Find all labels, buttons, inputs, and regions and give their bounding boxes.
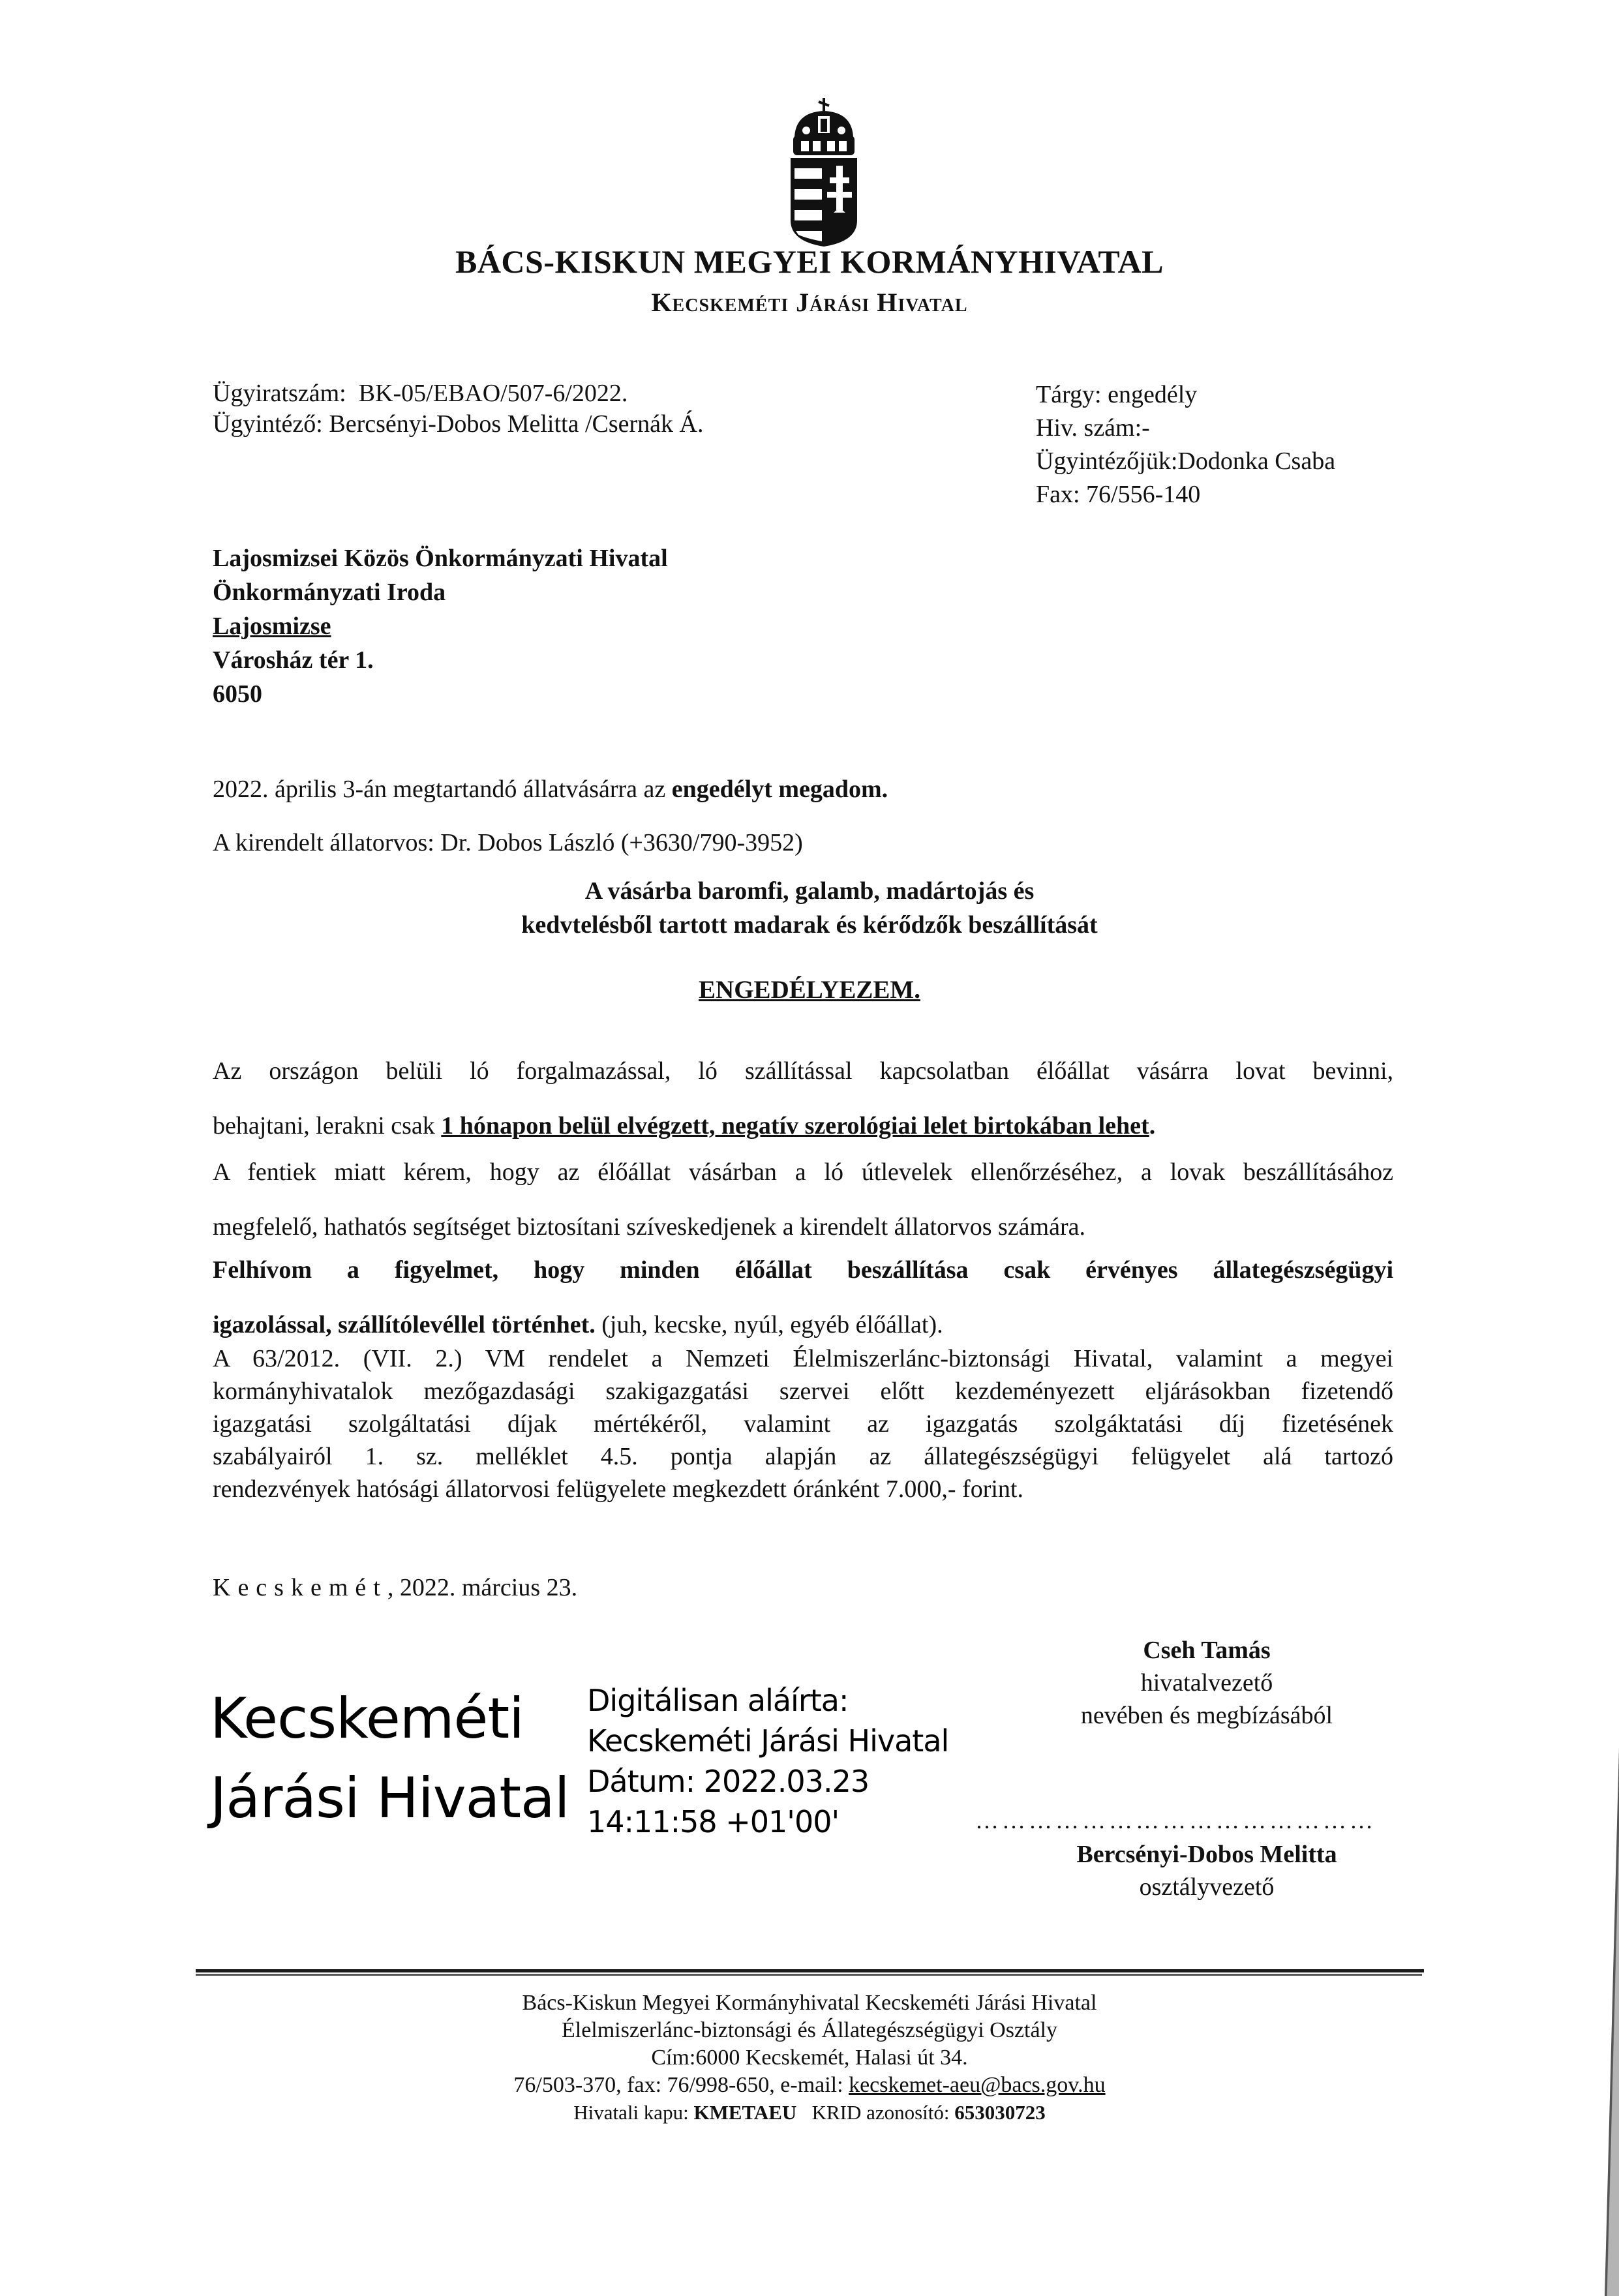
footer bbox=[0, 1989, 1619, 2126]
handler-label: Ügyintéző: bbox=[213, 410, 323, 438]
horse-condition: 1 hónapon belül elvégzett, negatív szerológiai lelet birtokában lehet bbox=[441, 1112, 1149, 1140]
law-line: kormányhivatalok mezőgazdasági szakigazgatási szervei előtt kezdeményezett eljárásokban fizetendő bbox=[213, 1378, 1393, 1405]
signatory2-title: osztályvezető bbox=[1139, 1873, 1275, 1901]
signatory-title: hivatalvezető bbox=[1140, 1669, 1273, 1697]
addressee-line1: Lajosmizsei Közös Önkormányzati Hivatal bbox=[213, 545, 668, 572]
signatory-on-behalf: nevében és megbízásából bbox=[1080, 1702, 1333, 1729]
law-line: A 63/2012. (VII. 2.) VM rendelet a Nemzeti Élelmiszerlánc-biztonsági Hivatal, valamint a megyei bbox=[213, 1345, 1393, 1372]
footer-ids bbox=[0, 2099, 1619, 2126]
signature-time: 14:11:58 +01'00' bbox=[587, 1804, 840, 1839]
scan-edge bbox=[1605, 1565, 1619, 2296]
footer-email-link[interactable]: kecskemet-aeu@bacs.gov.hu bbox=[849, 2073, 1106, 2097]
permit-statement bbox=[213, 775, 888, 804]
subject-block bbox=[1036, 378, 1335, 511]
horse-line2-end: . bbox=[1149, 1112, 1156, 1140]
date-line bbox=[213, 1573, 577, 1602]
signatory-name: Cseh Tamás bbox=[1143, 1637, 1271, 1664]
horse-line1: Az országon belüli ló forgalmazással, ló szállítással kapcsolatban élőállat vásárra lovat bevinni, bbox=[213, 1057, 1393, 1085]
signatory-block bbox=[978, 1634, 1435, 1732]
their-handler-line: Ügyintézőjük:Dodonka Csaba bbox=[1036, 447, 1336, 475]
permit-text: 2022. április 3-án megtartandó állatvásárra az bbox=[213, 776, 672, 803]
agency-name: BÁCS-KISKUN MEGYEI KORMÁNYHIVATAL bbox=[455, 243, 1164, 280]
krid-value: 653030723 bbox=[954, 2101, 1046, 2124]
addressee-zip: 6050 bbox=[213, 680, 262, 708]
warning-line1: Felhívom a figyelmet, hogy minden élőállat beszállítása csak érvényes állategészségügyi bbox=[213, 1256, 1393, 1284]
warning-line2-bold: igazolással, szállítólevéllel történhet. bbox=[213, 1311, 596, 1338]
reference-block bbox=[213, 378, 703, 440]
case-number-line bbox=[213, 378, 703, 409]
footer-divider bbox=[196, 1969, 1424, 1972]
signature-dotted-line: ……………………………………… bbox=[975, 1807, 1376, 1834]
approval-heading: ENGEDÉLYEZEM. bbox=[699, 976, 920, 1004]
signatory2-name: Bercsényi-Dobos Melitta bbox=[1076, 1841, 1337, 1868]
krid-label: KRID azonosító: bbox=[811, 2101, 955, 2124]
ref-number-line: Hiv. szám:- bbox=[1036, 414, 1150, 442]
law-line: igazgatási szolgáltatási díjak mértékéről, valamint az igazgatás szolgáktatási díj fizetésének bbox=[213, 1410, 1393, 1438]
addressee-city: Lajosmizse bbox=[213, 612, 331, 640]
handler-line bbox=[213, 409, 703, 440]
coat-of-arms-icon bbox=[781, 97, 866, 248]
date-value: , 2022. március 23. bbox=[387, 1574, 578, 1601]
signed-by-label: Digitálisan aláírta: bbox=[587, 1683, 849, 1718]
kapu-value: KMETAEU bbox=[693, 2101, 797, 2124]
footer-line2: Élelmiszerlánc-biztonsági és Állategészségügyi Osztály bbox=[561, 2018, 1058, 2042]
addressee-line2: Önkormányzati Iroda bbox=[213, 579, 446, 606]
handler: Bercsényi-Dobos Melitta /Csernák Á. bbox=[329, 410, 704, 438]
footer-contact bbox=[0, 2072, 1619, 2099]
subject-line: Tárgy: engedély bbox=[1036, 381, 1198, 408]
footer-divider-shadow bbox=[196, 1974, 1422, 1976]
signatory2-block bbox=[978, 1838, 1435, 1903]
warning-paragraph bbox=[213, 1243, 1393, 1352]
request-paragraph bbox=[213, 1145, 1393, 1254]
footer-line3: Cím:6000 Kecskemét, Halasi út 34. bbox=[651, 2046, 968, 2070]
poultry-statement bbox=[0, 874, 1619, 942]
footer-contact-prefix: 76/503-370, fax: 76/998-650, e-mail: bbox=[513, 2073, 849, 2097]
law-line: szabályairól 1. sz. melléklet 4.5. pontja alapján az állategészségügyi felügyelet alá tartozó bbox=[213, 1443, 1393, 1470]
addressee-street: Városház tér 1. bbox=[213, 646, 374, 674]
poultry-line1: A vásárba baromfi, galamb, madártojás és bbox=[584, 877, 1035, 905]
vet-line: A kirendelt állatorvos: Dr. Dobos László (+3630/790-3952) bbox=[213, 829, 803, 856]
permit-bold: engedélyt megadom. bbox=[671, 776, 888, 803]
law-line: rendezvények hatósági állatorvosi felügyelete megkezdett óránként 7.000,- forint. bbox=[213, 1475, 1023, 1503]
signed-by: Kecskeméti Járási Hivatal bbox=[587, 1723, 949, 1759]
signature-date: Dátum: 2022.03.23 bbox=[587, 1764, 870, 1799]
footer-line1: Bács-Kiskun Megyei Kormányhivatal Kecskeméti Járási Hivatal bbox=[522, 1991, 1097, 2015]
request-line2: megfelelő, hathatós segítséget biztosítani szíveskedjenek a kirendelt állatorvos számára. bbox=[213, 1213, 1085, 1241]
warning-line2-rest: (juh, kecske, nyúl, egyéb élőállat). bbox=[595, 1311, 943, 1338]
horse-line2-start: behajtani, lerakni csak bbox=[213, 1112, 442, 1140]
signature-name-line1: Kecskeméti bbox=[210, 1686, 524, 1751]
office-name: Kecskeméti Járási Hivatal bbox=[651, 288, 968, 317]
digital-signature-details bbox=[587, 1680, 948, 1842]
case-number-label: Ügyiratszám: bbox=[213, 380, 346, 407]
addressee-block bbox=[213, 541, 668, 711]
signature-name-line2: Járási Hivatal bbox=[210, 1766, 569, 1831]
date-city: Kecskemét bbox=[213, 1574, 387, 1601]
request-line1: A fentiek miatt kérem, hogy az élőállat vásárban a ló útlevelek ellenőrzéséhez, a lovak beszállításához bbox=[213, 1158, 1393, 1186]
poultry-line2: kedvtelésből tartott madarak és kérődzők beszállítását bbox=[521, 911, 1098, 939]
case-number: BK-05/EBAO/507-6/2022. bbox=[358, 380, 628, 407]
digital-signature-name bbox=[210, 1679, 569, 1838]
horse-paragraph bbox=[213, 1044, 1393, 1153]
law-paragraph bbox=[213, 1342, 1393, 1505]
kapu-label: Hivatali kapu: bbox=[573, 2101, 694, 2124]
fax-line: Fax: 76/556-140 bbox=[1036, 481, 1201, 508]
